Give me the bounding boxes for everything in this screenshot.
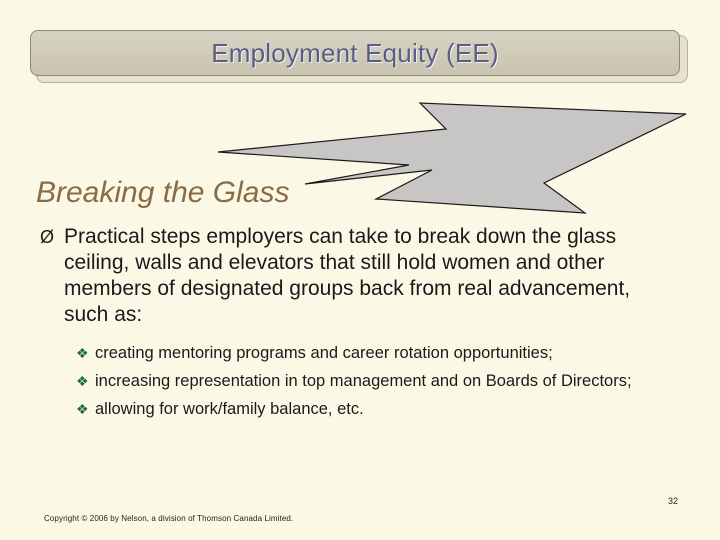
diamond-bullet-icon: ❖ xyxy=(76,345,89,361)
main-bullet xyxy=(40,224,680,328)
diamond-bullet-icon: ❖ xyxy=(76,401,89,417)
sub-bullet-text: allowing for work/family balance, etc. xyxy=(95,400,364,418)
sub-bullet xyxy=(76,343,676,364)
page-number: 32 xyxy=(667,496,678,506)
sub-bullet xyxy=(76,371,676,392)
copyright-notice: Copyright © 2006 by Nelson, a division of Thomson Canada Limited. xyxy=(44,514,294,523)
diamond-bullet-icon: ❖ xyxy=(76,373,89,389)
section-heading: Breaking the Glass xyxy=(36,176,293,210)
sub-bullet-text: increasing representation in top management and on Boards of Directors; xyxy=(95,372,632,390)
arrow-bullet-icon: Ø xyxy=(40,227,55,247)
sub-bullet-list xyxy=(76,343,676,427)
sub-bullet xyxy=(76,399,676,420)
slide-title: Employment Equity (EE) xyxy=(211,37,499,68)
sub-bullet-text: creating mentoring programs and career rotation opportunities; xyxy=(95,344,553,362)
main-bullet-text: Practical steps employers can take to break down the glass ceiling, walls and elevators that still hold women and other members of designated groups back from real advancement, such as: xyxy=(64,225,631,326)
